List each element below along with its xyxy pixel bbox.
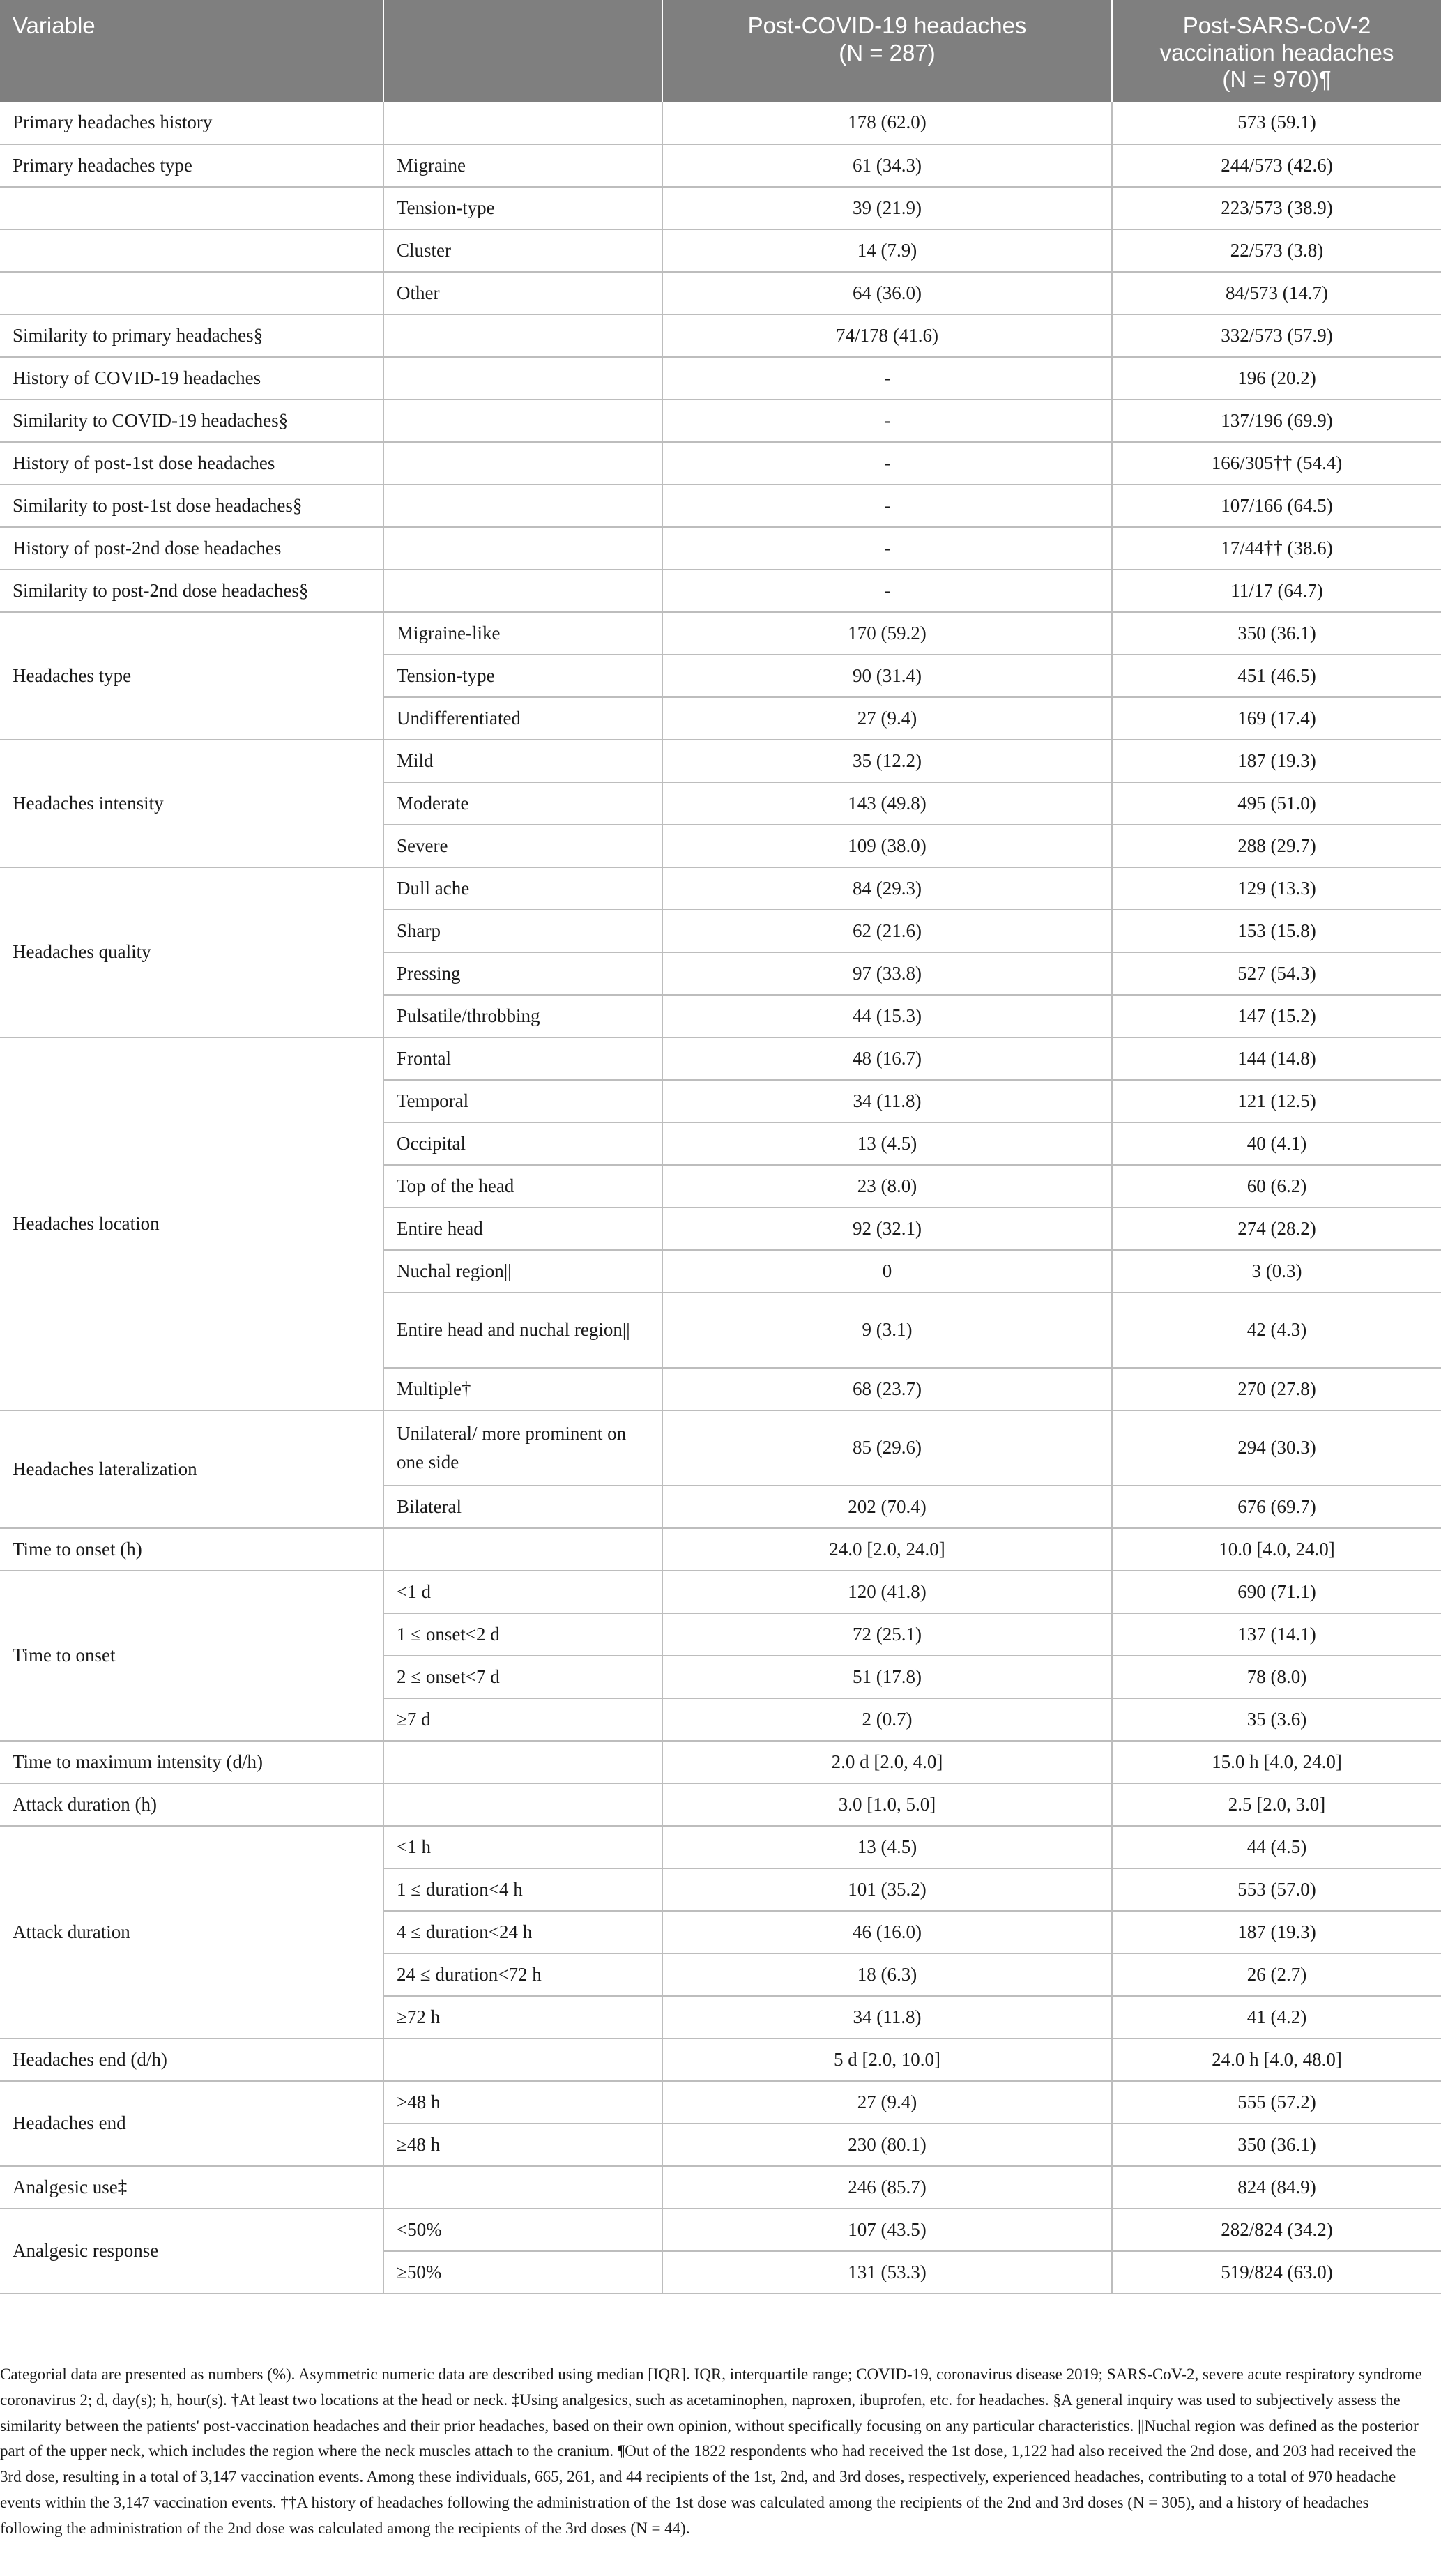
subcategory-cell: 1 ≤ onset<2 d — [383, 1613, 662, 1656]
post-vaccination-value-cell: 495 (51.0) — [1112, 782, 1441, 825]
post-covid-value-cell: 61 (34.3) — [662, 144, 1112, 187]
post-covid-value-cell: 18 (6.3) — [662, 1953, 1112, 1996]
post-vaccination-value-cell: 350 (36.1) — [1112, 612, 1441, 655]
subcategory-cell — [383, 485, 662, 527]
post-vaccination-value-cell: 187 (19.3) — [1112, 1911, 1441, 1953]
table-row — [0, 102, 1441, 144]
post-covid-value-cell: 27 (9.4) — [662, 2081, 1112, 2124]
post-covid-value-cell: 101 (35.2) — [662, 1868, 1112, 1911]
subcategory-cell: <1 d — [383, 1571, 662, 1613]
table-row — [0, 144, 1441, 187]
post-vaccination-value-cell: 40 (4.1) — [1112, 1122, 1441, 1165]
post-vaccination-value-cell: 555 (57.2) — [1112, 2081, 1441, 2124]
table-row — [0, 612, 1441, 655]
subcategory-cell: <1 h — [383, 1826, 662, 1868]
post-covid-value-cell: 178 (62.0) — [662, 102, 1112, 144]
table-row — [0, 314, 1441, 357]
post-vaccination-value-cell: 153 (15.8) — [1112, 910, 1441, 952]
table-body — [0, 102, 1441, 2294]
post-covid-value-cell: 170 (59.2) — [662, 612, 1112, 655]
table-row — [0, 1410, 1441, 1486]
post-covid-value-cell: - — [662, 570, 1112, 612]
subcategory-cell: Bilateral — [383, 1486, 662, 1528]
table-row — [0, 1741, 1441, 1783]
post-vaccination-value-cell: 35 (3.6) — [1112, 1698, 1441, 1741]
post-vaccination-value-cell: 527 (54.3) — [1112, 952, 1441, 995]
post-vaccination-value-cell: 42 (4.3) — [1112, 1293, 1441, 1368]
variable-cell: Headaches type — [0, 612, 383, 740]
variable-cell: Similarity to post-2nd dose headaches§ — [0, 570, 383, 612]
post-vaccination-value-cell: 17/44†† (38.6) — [1112, 527, 1441, 570]
post-vaccination-value-cell: 137/196 (69.9) — [1112, 399, 1441, 442]
table-row — [0, 2209, 1441, 2251]
post-covid-value-cell: 64 (36.0) — [662, 272, 1112, 314]
post-covid-value-cell: - — [662, 442, 1112, 485]
post-covid-value-cell: 13 (4.5) — [662, 1122, 1112, 1165]
post-vaccination-value-cell: 84/573 (14.7) — [1112, 272, 1441, 314]
subcategory-cell: Unilateral/ more prominent on one side — [383, 1410, 662, 1486]
post-covid-value-cell: 84 (29.3) — [662, 867, 1112, 910]
table-row — [0, 1528, 1441, 1571]
table-row — [0, 1571, 1441, 1613]
post-covid-value-cell: 120 (41.8) — [662, 1571, 1112, 1613]
post-vaccination-value-cell: 166/305†† (54.4) — [1112, 442, 1441, 485]
subcategory-cell — [383, 527, 662, 570]
post-covid-value-cell: - — [662, 485, 1112, 527]
post-covid-value-cell: 202 (70.4) — [662, 1486, 1112, 1528]
post-covid-value-cell: 68 (23.7) — [662, 1368, 1112, 1410]
post-covid-value-cell: 2 (0.7) — [662, 1698, 1112, 1741]
post-vaccination-value-cell: 41 (4.2) — [1112, 1996, 1441, 2038]
subcategory-cell: Occipital — [383, 1122, 662, 1165]
header-post-vaccination-n: (N = 970)¶ — [1222, 66, 1332, 93]
subcategory-cell: Severe — [383, 825, 662, 867]
post-vaccination-value-cell: 137 (14.1) — [1112, 1613, 1441, 1656]
header-row — [0, 0, 1441, 102]
post-vaccination-value-cell: 244/573 (42.6) — [1112, 144, 1441, 187]
subcategory-cell: Pressing — [383, 952, 662, 995]
post-vaccination-value-cell: 187 (19.3) — [1112, 740, 1441, 782]
post-covid-value-cell: 85 (29.6) — [662, 1410, 1112, 1486]
post-covid-value-cell: 39 (21.9) — [662, 187, 1112, 229]
subcategory-cell: Other — [383, 272, 662, 314]
post-covid-value-cell: 2.0 d [2.0, 4.0] — [662, 1741, 1112, 1783]
subcategory-cell: Pulsatile/throbbing — [383, 995, 662, 1037]
subcategory-cell — [383, 1528, 662, 1571]
post-vaccination-value-cell: 196 (20.2) — [1112, 357, 1441, 399]
table-row — [0, 485, 1441, 527]
subcategory-cell: 1 ≤ duration<4 h — [383, 1868, 662, 1911]
variable-cell: History of post-2nd dose headaches — [0, 527, 383, 570]
header-post-covid — [662, 0, 1112, 102]
table-row — [0, 2081, 1441, 2124]
subcategory-cell: Nuchal region|| — [383, 1250, 662, 1293]
subcategory-cell: Undifferentiated — [383, 697, 662, 740]
post-vaccination-value-cell: 294 (30.3) — [1112, 1410, 1441, 1486]
variable-cell: Similarity to COVID-19 headaches§ — [0, 399, 383, 442]
table-row — [0, 229, 1441, 272]
variable-cell: History of post-1st dose headaches — [0, 442, 383, 485]
post-covid-value-cell: 0 — [662, 1250, 1112, 1293]
variable-cell — [0, 187, 383, 229]
post-vaccination-value-cell: 147 (15.2) — [1112, 995, 1441, 1037]
variable-cell: Primary headaches history — [0, 102, 383, 144]
variable-cell: Attack duration — [0, 1826, 383, 2038]
post-vaccination-value-cell: 15.0 h [4.0, 24.0] — [1112, 1741, 1441, 1783]
post-covid-value-cell: 23 (8.0) — [662, 1165, 1112, 1207]
post-covid-value-cell: 246 (85.7) — [662, 2166, 1112, 2209]
subcategory-cell: Migraine-like — [383, 612, 662, 655]
post-vaccination-value-cell: 223/573 (38.9) — [1112, 187, 1441, 229]
post-covid-value-cell: 72 (25.1) — [662, 1613, 1112, 1656]
post-vaccination-value-cell: 3 (0.3) — [1112, 1250, 1441, 1293]
variable-cell: Analgesic response — [0, 2209, 383, 2294]
subcategory-cell: Migraine — [383, 144, 662, 187]
post-vaccination-value-cell: 573 (59.1) — [1112, 102, 1441, 144]
post-vaccination-value-cell: 121 (12.5) — [1112, 1080, 1441, 1122]
post-covid-value-cell: 27 (9.4) — [662, 697, 1112, 740]
post-vaccination-value-cell: 22/573 (3.8) — [1112, 229, 1441, 272]
variable-cell — [0, 229, 383, 272]
subcategory-cell: Entire head — [383, 1207, 662, 1250]
post-covid-value-cell: 107 (43.5) — [662, 2209, 1112, 2251]
variable-cell: Headaches end — [0, 2081, 383, 2166]
subcategory-cell: 4 ≤ duration<24 h — [383, 1911, 662, 1953]
post-vaccination-value-cell: 519/824 (63.0) — [1112, 2251, 1441, 2294]
subcategory-cell — [383, 2166, 662, 2209]
variable-cell: Similarity to primary headaches§ — [0, 314, 383, 357]
variable-cell: Similarity to post-1st dose headaches§ — [0, 485, 383, 527]
post-vaccination-value-cell: 824 (84.9) — [1112, 2166, 1441, 2209]
post-covid-value-cell: 5 d [2.0, 10.0] — [662, 2038, 1112, 2081]
table-row — [0, 399, 1441, 442]
table-row — [0, 1037, 1441, 1080]
table-row — [0, 2166, 1441, 2209]
post-vaccination-value-cell: 11/17 (64.7) — [1112, 570, 1441, 612]
post-vaccination-value-cell: 332/573 (57.9) — [1112, 314, 1441, 357]
post-vaccination-value-cell: 129 (13.3) — [1112, 867, 1441, 910]
subcategory-cell: 24 ≤ duration<72 h — [383, 1953, 662, 1996]
post-vaccination-value-cell: 553 (57.0) — [1112, 1868, 1441, 1911]
post-vaccination-value-cell: 274 (28.2) — [1112, 1207, 1441, 1250]
post-covid-value-cell: 34 (11.8) — [662, 1996, 1112, 2038]
variable-cell: Time to onset — [0, 1571, 383, 1741]
subcategory-cell — [383, 442, 662, 485]
post-covid-value-cell: 48 (16.7) — [662, 1037, 1112, 1080]
post-vaccination-value-cell: 78 (8.0) — [1112, 1656, 1441, 1698]
header-post-covid-title: Post-COVID-19 headaches — [747, 13, 1027, 38]
post-covid-value-cell: 24.0 [2.0, 24.0] — [662, 1528, 1112, 1571]
subcategory-cell: Tension-type — [383, 187, 662, 229]
post-covid-value-cell: 44 (15.3) — [662, 995, 1112, 1037]
post-covid-value-cell: 62 (21.6) — [662, 910, 1112, 952]
subcategory-cell: Temporal — [383, 1080, 662, 1122]
subcategory-cell — [383, 399, 662, 442]
table-row — [0, 272, 1441, 314]
table-row — [0, 740, 1441, 782]
post-covid-value-cell: - — [662, 527, 1112, 570]
post-vaccination-value-cell: 451 (46.5) — [1112, 655, 1441, 697]
post-covid-value-cell: 74/178 (41.6) — [662, 314, 1112, 357]
post-covid-value-cell: 14 (7.9) — [662, 229, 1112, 272]
post-vaccination-value-cell: 282/824 (34.2) — [1112, 2209, 1441, 2251]
post-vaccination-value-cell: 690 (71.1) — [1112, 1571, 1441, 1613]
post-vaccination-value-cell: 144 (14.8) — [1112, 1037, 1441, 1080]
subcategory-cell: Cluster — [383, 229, 662, 272]
subcategory-cell — [383, 1741, 662, 1783]
subcategory-cell: Sharp — [383, 910, 662, 952]
subcategory-cell: Multiple† — [383, 1368, 662, 1410]
post-covid-value-cell: 230 (80.1) — [662, 2124, 1112, 2166]
post-vaccination-value-cell: 24.0 h [4.0, 48.0] — [1112, 2038, 1441, 2081]
post-vaccination-value-cell: 169 (17.4) — [1112, 697, 1441, 740]
subcategory-cell: Tension-type — [383, 655, 662, 697]
subcategory-cell — [383, 2038, 662, 2081]
post-covid-value-cell: 51 (17.8) — [662, 1656, 1112, 1698]
subcategory-cell — [383, 102, 662, 144]
subcategory-cell: ≥48 h — [383, 2124, 662, 2166]
post-covid-value-cell: 97 (33.8) — [662, 952, 1112, 995]
variable-cell: Headaches quality — [0, 867, 383, 1037]
post-vaccination-value-cell: 288 (29.7) — [1112, 825, 1441, 867]
table-row — [0, 357, 1441, 399]
variable-cell: Primary headaches type — [0, 144, 383, 187]
table-row — [0, 1826, 1441, 1868]
subcategory-cell: Entire head and nuchal region|| — [383, 1293, 662, 1368]
table-footnotes: Categorial data are presented as numbers (%). Asymmetric numeric data are described using median [IQR]. IQR, interquartile range; COVID-19, coronavirus disease 2019; SARS-CoV-2, severe acute respiratory syndrome coronavirus 2; d, day(s); h, hour(s). †At least two locations at the head or neck. ‡Using analgesics, such as acetaminophen, naproxen, ibuprofen, etc. for headaches. §A general inquiry was used to subjectively assess the similarity between the patients' post-vaccination headaches and their prior headaches, based on their own opinion, without specifically focusing on any particular characteristics. ||Nuchal region was defined as the posterior part of the upper neck, which includes the region where the neck muscles attach to the cranium. ¶Out of the 1822 respondents who had received the 1st dose, 1,122 had also received the 2nd dose, and 203 had received the 3rd dose, resulting in a total of 3,147 vaccination events. Among these individuals, 665, 261, and 44 recipients of the 1st, 2nd, and 3rd doses, respectively, experienced headaches, contributing to a total of 970 headache events within the 3,147 vaccination events. ††A history of headaches following the administration of the 1st dose was calculated among the recipients of the 2nd and 3rd doses (N = 305), and a history of headaches following the administration of the 2nd dose was calculated among the recipients of the 3rd doses (N = 44). — [0, 2365, 1422, 2537]
post-vaccination-value-cell: 44 (4.5) — [1112, 1826, 1441, 1868]
post-covid-value-cell: 143 (49.8) — [662, 782, 1112, 825]
post-covid-value-cell: 34 (11.8) — [662, 1080, 1112, 1122]
subcategory-cell: ≥72 h — [383, 1996, 662, 2038]
post-covid-value-cell: 3.0 [1.0, 5.0] — [662, 1783, 1112, 1826]
variable-cell: Time to onset (h) — [0, 1528, 383, 1571]
post-covid-value-cell: 90 (31.4) — [662, 655, 1112, 697]
post-covid-value-cell: 13 (4.5) — [662, 1826, 1112, 1868]
post-covid-value-cell: 35 (12.2) — [662, 740, 1112, 782]
variable-cell: History of COVID-19 headaches — [0, 357, 383, 399]
header-subcategory — [383, 0, 662, 102]
post-covid-value-cell: 131 (53.3) — [662, 2251, 1112, 2294]
subcategory-cell: ≥7 d — [383, 1698, 662, 1741]
subcategory-cell: ≥50% — [383, 2251, 662, 2294]
variable-cell — [0, 272, 383, 314]
post-covid-value-cell: 92 (32.1) — [662, 1207, 1112, 1250]
subcategory-cell: Mild — [383, 740, 662, 782]
subcategory-cell: >48 h — [383, 2081, 662, 2124]
header-post-vaccination — [1112, 0, 1441, 102]
variable-cell: Headaches lateralization — [0, 1410, 383, 1528]
variable-cell: Time to maximum intensity (d/h) — [0, 1741, 383, 1783]
post-covid-value-cell: 9 (3.1) — [662, 1293, 1112, 1368]
table-row — [0, 2038, 1441, 2081]
subcategory-cell — [383, 314, 662, 357]
table-row — [0, 527, 1441, 570]
subcategory-cell — [383, 357, 662, 399]
table-row — [0, 1783, 1441, 1826]
post-vaccination-value-cell: 107/166 (64.5) — [1112, 485, 1441, 527]
variable-cell: Attack duration (h) — [0, 1783, 383, 1826]
header-post-vaccination-title-1: Post-SARS-CoV-2 — [1182, 13, 1371, 38]
post-vaccination-value-cell: 350 (36.1) — [1112, 2124, 1441, 2166]
post-vaccination-value-cell: 676 (69.7) — [1112, 1486, 1441, 1528]
variable-cell: Headaches end (d/h) — [0, 2038, 383, 2081]
subcategory-cell: <50% — [383, 2209, 662, 2251]
subcategory-cell: Top of the head — [383, 1165, 662, 1207]
table-row — [0, 570, 1441, 612]
subcategory-cell — [383, 1783, 662, 1826]
header-post-covid-n: (N = 287) — [839, 39, 936, 66]
subcategory-cell: Moderate — [383, 782, 662, 825]
post-vaccination-value-cell: 270 (27.8) — [1112, 1368, 1441, 1410]
post-vaccination-value-cell: 26 (2.7) — [1112, 1953, 1441, 1996]
variable-cell: Analgesic use‡ — [0, 2166, 383, 2209]
post-vaccination-value-cell: 60 (6.2) — [1112, 1165, 1441, 1207]
post-vaccination-value-cell: 2.5 [2.0, 3.0] — [1112, 1783, 1441, 1826]
variable-cell: Headaches location — [0, 1037, 383, 1410]
subcategory-cell: Dull ache — [383, 867, 662, 910]
header-post-vaccination-title-2: vaccination headaches — [1159, 39, 1394, 66]
table-row — [0, 187, 1441, 229]
table-row — [0, 867, 1441, 910]
post-covid-value-cell: - — [662, 357, 1112, 399]
subcategory-cell — [383, 570, 662, 612]
table-row — [0, 442, 1441, 485]
subcategory-cell: 2 ≤ onset<7 d — [383, 1656, 662, 1698]
post-covid-value-cell: 109 (38.0) — [662, 825, 1112, 867]
subcategory-cell: Frontal — [383, 1037, 662, 1080]
post-vaccination-value-cell: 10.0 [4.0, 24.0] — [1112, 1528, 1441, 1571]
header-variable: Variable — [0, 0, 383, 102]
post-covid-value-cell: - — [662, 399, 1112, 442]
post-covid-value-cell: 46 (16.0) — [662, 1911, 1112, 1953]
variable-cell: Headaches intensity — [0, 740, 383, 867]
